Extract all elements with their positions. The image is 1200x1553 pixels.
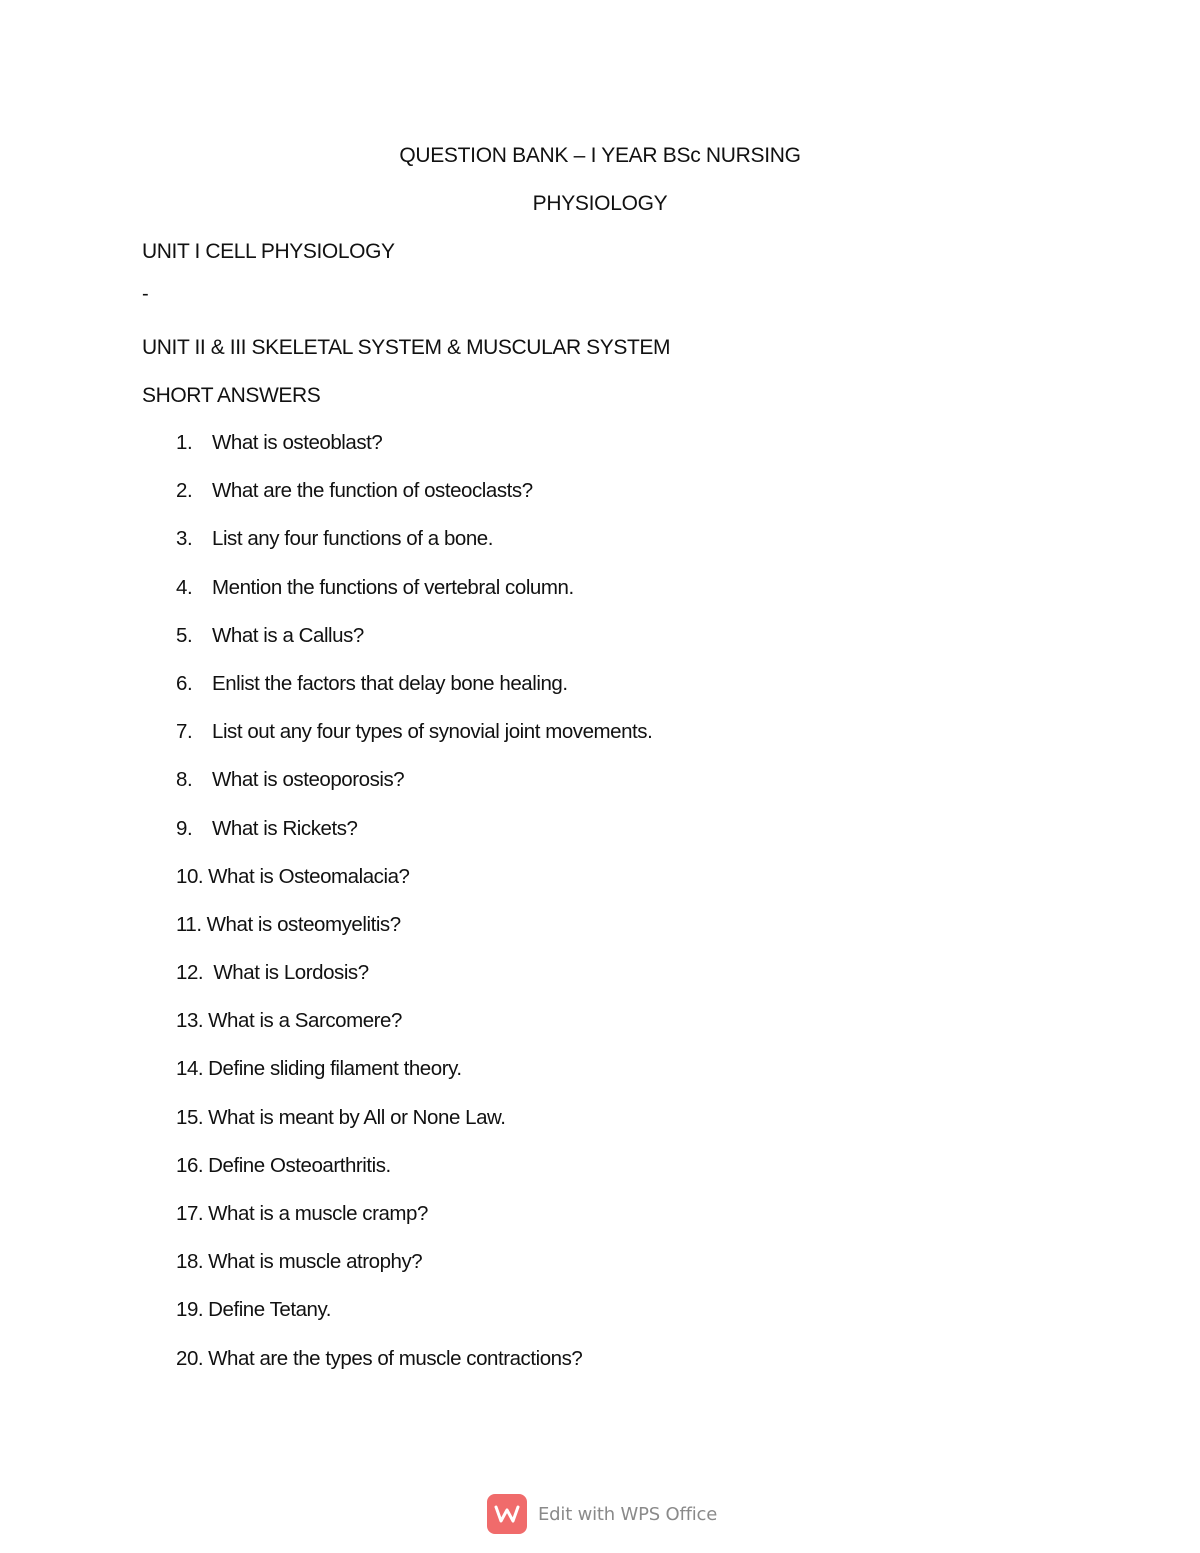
question-item bbox=[176, 623, 652, 674]
question-number: 11. bbox=[176, 912, 202, 936]
question-text: What is a Callus? bbox=[212, 623, 364, 647]
question-text: Define Tetany. bbox=[208, 1298, 332, 1322]
question-item bbox=[176, 671, 652, 722]
wps-edit-banner[interactable] bbox=[487, 1494, 717, 1534]
question-text: What is osteoblast? bbox=[212, 431, 383, 454]
question-number: 8. bbox=[176, 768, 193, 792]
question-item bbox=[176, 433, 652, 481]
question-item bbox=[176, 1346, 652, 1397]
question-item bbox=[176, 722, 652, 770]
question-number: 7. bbox=[176, 720, 193, 744]
question-number: 13. bbox=[176, 1009, 204, 1033]
question-number: 10. bbox=[176, 864, 204, 888]
question-item bbox=[176, 529, 652, 577]
question-number: 19. bbox=[176, 1298, 204, 1322]
question-text: What is osteomyelitis? bbox=[206, 912, 401, 936]
unit-1-heading: UNIT I CELL PHYSIOLOGY bbox=[142, 240, 395, 263]
question-number: 4. bbox=[176, 575, 193, 599]
wps-edit-label[interactable]: Edit with WPS Office bbox=[538, 1503, 718, 1525]
question-item bbox=[176, 1011, 652, 1059]
question-item bbox=[176, 770, 652, 818]
question-number: 5. bbox=[176, 623, 193, 647]
question-list bbox=[176, 433, 652, 1397]
question-text: What are the types of muscle contractions? bbox=[208, 1346, 583, 1370]
question-text: List any four functions of a bone. bbox=[212, 527, 493, 551]
unit-1-placeholder: - bbox=[142, 283, 149, 305]
question-number: 2. bbox=[176, 479, 193, 503]
question-item bbox=[176, 1300, 652, 1348]
document-title: QUESTION BANK – I YEAR BSc NURSING bbox=[399, 144, 801, 167]
question-text: Define Osteoarthritis. bbox=[208, 1153, 391, 1177]
question-item bbox=[176, 1105, 652, 1156]
question-number: 20. bbox=[176, 1346, 204, 1370]
question-number: 12. bbox=[176, 961, 204, 985]
wps-office-icon[interactable] bbox=[487, 1494, 527, 1534]
question-text: What is osteoporosis? bbox=[212, 768, 405, 792]
question-text: What is Rickets? bbox=[212, 816, 358, 840]
question-text: What is muscle atrophy? bbox=[208, 1250, 423, 1274]
question-item bbox=[176, 912, 652, 963]
question-text: What is Osteomalacia? bbox=[208, 864, 410, 888]
question-text: Define sliding filament theory. bbox=[208, 1057, 462, 1081]
question-number: 17. bbox=[176, 1202, 204, 1225]
question-item bbox=[176, 816, 652, 867]
question-text: What are the function of osteoclasts? bbox=[212, 479, 533, 503]
question-text: Mention the functions of vertebral column. bbox=[212, 575, 574, 599]
section-heading: SHORT ANSWERS bbox=[142, 384, 321, 407]
question-item bbox=[176, 1204, 652, 1252]
question-item bbox=[176, 1059, 652, 1107]
question-number: 1. bbox=[176, 431, 193, 454]
question-item bbox=[176, 1153, 652, 1204]
question-number: 15. bbox=[176, 1105, 204, 1129]
question-item bbox=[176, 481, 652, 529]
question-number: 16. bbox=[176, 1153, 204, 1177]
question-text: What is a Sarcomere? bbox=[208, 1009, 402, 1033]
unit-2-3-heading: UNIT II & III SKELETAL SYSTEM & MUSCULAR SYSTEM bbox=[142, 336, 671, 359]
document-subject: PHYSIOLOGY bbox=[532, 192, 668, 215]
question-text: List out any four types of synovial joint movements. bbox=[212, 720, 653, 744]
question-item bbox=[176, 864, 652, 915]
question-number: 6. bbox=[176, 671, 193, 695]
question-number: 3. bbox=[176, 527, 193, 551]
question-item bbox=[176, 575, 652, 626]
question-text: What is a muscle cramp? bbox=[208, 1202, 428, 1225]
question-number: 9. bbox=[176, 816, 193, 840]
question-text: What is Lordosis? bbox=[208, 961, 369, 985]
question-text: What is meant by All or None Law. bbox=[208, 1105, 506, 1129]
question-item bbox=[176, 1252, 652, 1300]
question-item bbox=[176, 963, 652, 1011]
question-number: 14. bbox=[176, 1057, 204, 1081]
question-number: 18. bbox=[176, 1250, 204, 1274]
question-text: Enlist the factors that delay bone healing. bbox=[212, 671, 568, 695]
